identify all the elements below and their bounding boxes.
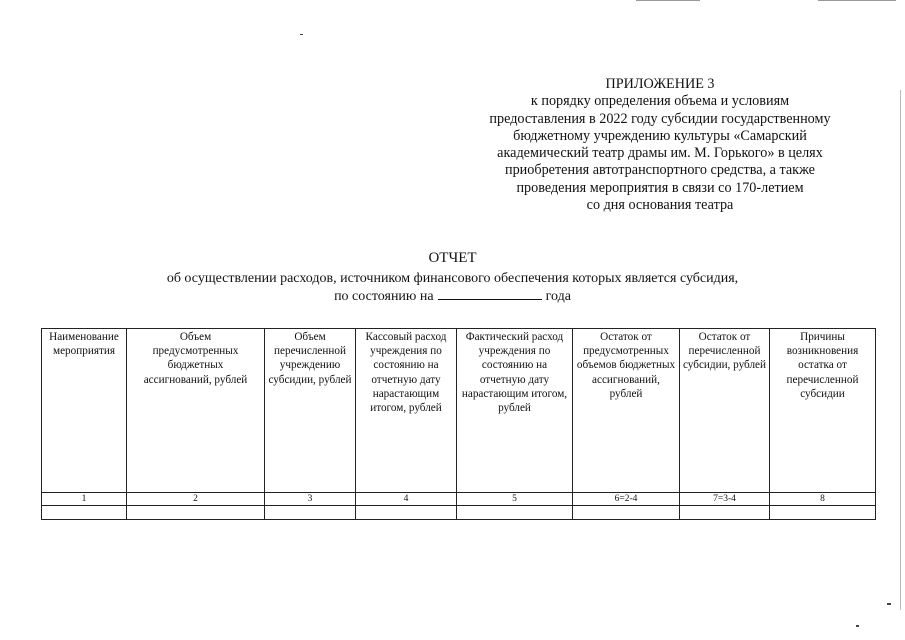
data-cell[interactable] bbox=[457, 506, 573, 520]
report-date-label: по состоянию на bbox=[334, 289, 434, 304]
appendix-line: предоставления в 2022 году субсидии государственному bbox=[489, 110, 831, 127]
scan-speck bbox=[856, 625, 859, 627]
data-cell[interactable] bbox=[770, 506, 876, 520]
number-cell: 8 bbox=[770, 493, 876, 506]
appendix-line: со дня основания театра bbox=[586, 197, 734, 214]
appendix-line: бюджетному учреждению культуры «Самарский bbox=[513, 127, 807, 144]
header-cell: Остаток от перечисленной субсидии, рублей bbox=[680, 329, 770, 493]
data-cell[interactable] bbox=[680, 506, 770, 520]
table-number-row bbox=[42, 493, 876, 506]
number-cell: 1 bbox=[42, 493, 127, 506]
header-cell: Кассовый расход учреждения по состоянию на отчетную дату нарастающим итогом, рублей bbox=[356, 329, 457, 493]
number-cell: 2 bbox=[127, 493, 265, 506]
appendix-line: к порядку определения объема и условиям bbox=[530, 93, 790, 110]
report-subtitle-line1: об осуществлении расходов, источником финансового обеспечения которых является субсидия, bbox=[166, 271, 739, 286]
header-cell: Остаток от предусмотренных объемов бюджетных ассигнований, рублей bbox=[573, 329, 680, 493]
number-cell: 3 bbox=[265, 493, 356, 506]
header-cell: Фактический расход учреждения по состоянию на отчетную дату нарастающим итогом, рублей bbox=[457, 329, 573, 493]
header-cell: Наименование мероприятия bbox=[42, 329, 127, 493]
report-year-label: года bbox=[545, 289, 571, 304]
appendix-line: приобретения автотранспортного средства, а также bbox=[505, 162, 815, 179]
report-table bbox=[41, 328, 876, 520]
header-cell: Объем предусмотренных бюджетных ассигнований, рублей bbox=[127, 329, 265, 493]
report-subtitle-line2 bbox=[0, 287, 905, 305]
data-cell[interactable] bbox=[573, 506, 680, 520]
appendix-title: ПРИЛОЖЕНИЕ 3 bbox=[605, 76, 715, 92]
data-cell[interactable] bbox=[265, 506, 356, 520]
table-header-row bbox=[42, 329, 876, 493]
appendix-line: академический театр драмы им. М. Горького» в целях bbox=[497, 145, 823, 162]
number-cell: 5 bbox=[457, 493, 573, 506]
number-cell: 7=3-4 bbox=[680, 493, 770, 506]
scan-mark bbox=[636, 0, 700, 1]
scan-mark bbox=[818, 0, 896, 1]
scan-speck bbox=[300, 34, 303, 35]
data-cell[interactable] bbox=[356, 506, 457, 520]
appendix-line: проведения мероприятия в связи со 170-летием bbox=[516, 179, 804, 196]
number-cell: 6=2-4 bbox=[573, 493, 680, 506]
appendix-block bbox=[440, 76, 880, 214]
data-cell[interactable] bbox=[42, 506, 127, 520]
report-subtitle bbox=[0, 270, 905, 305]
header-cell: Объем перечисленной учреждению субсидии, рублей bbox=[265, 329, 356, 493]
data-cell[interactable] bbox=[127, 506, 265, 520]
table-row bbox=[42, 506, 876, 520]
scan-speck bbox=[887, 603, 891, 605]
number-cell: 4 bbox=[356, 493, 457, 506]
scan-edge-line bbox=[900, 90, 901, 610]
header-cell: Причины возникновения остатка от перечисленной субсидии bbox=[770, 329, 876, 493]
report-date-blank[interactable] bbox=[438, 287, 542, 300]
report-title: ОТЧЕТ bbox=[428, 250, 477, 266]
